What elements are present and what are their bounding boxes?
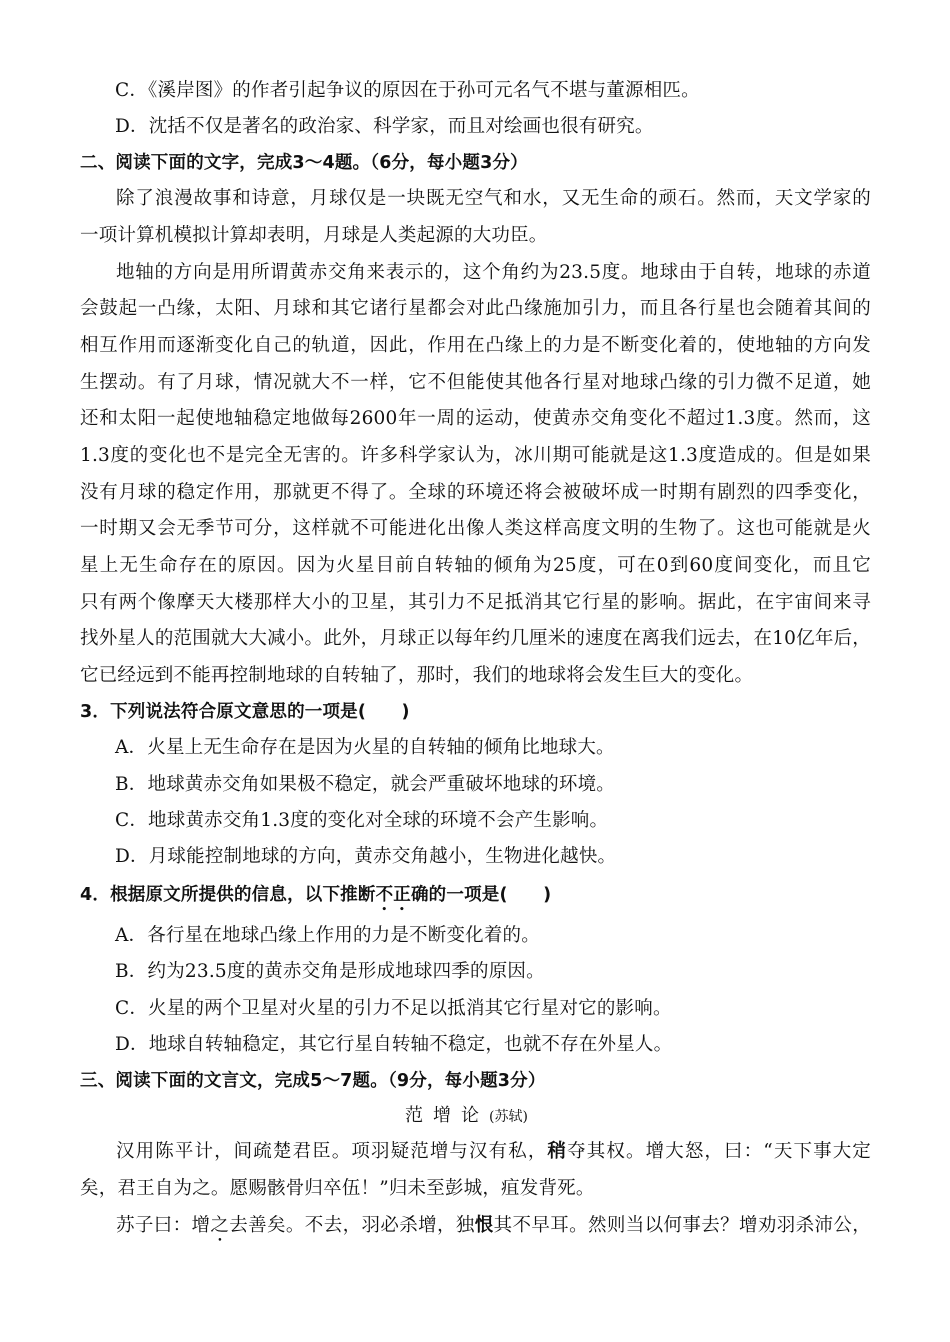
essay-author: (苏轼)	[489, 1109, 528, 1125]
para2-line: 地轴的方向是用所谓黄赤交角来表示的，这个角约为23.5度。地球由于自转，地球的赤道	[116, 262, 871, 283]
essay-title-line	[405, 1104, 528, 1129]
classical-text-line	[116, 1140, 871, 1164]
q3-option-a: A．火星上无生命存在是因为火星的自转轴的倾角比地球大。	[115, 737, 615, 758]
para1-line: 一项计算机模拟计算却表明，月球是人类起源的大功臣。	[80, 225, 548, 246]
para2-line: 还和太阳一起使地轴稳定地做每2600年一周的运动，使黄赤交角变化不超过1.3度。然而，这	[80, 408, 871, 429]
marked-char-zhi: 之	[210, 1215, 230, 1236]
q4-stem-after: 确的一项是( )	[410, 885, 552, 905]
classical-text-segment: 其不早耳。然则当以何事去？增劝羽杀沛公，	[493, 1215, 871, 1236]
classical-text-segment: 苏子曰：增	[116, 1215, 211, 1236]
para2-line: 1.3度的变化也不是完全无害的。许多科学家认为，冰川期可能就是这1.3度造成的。但是如果	[80, 445, 871, 466]
question-3-stem: 3．下列说法符合原文意思的一项是( )	[80, 702, 410, 722]
q4-option-a: A．各行星在地球凸缘上作用的力是不断变化着的。	[115, 925, 540, 946]
classical-text-segment: 夺其权。增大怒，曰：“天下事大定	[567, 1141, 872, 1162]
q4-option-b: B．约为23.5度的黄赤交角是形成地球四季的原因。	[115, 961, 545, 982]
q3-option-b: B．地球黄赤交角如果极不稳定，就会严重破坏地球的环境。	[115, 774, 615, 795]
q4-option-c: C．火星的两个卫星对火星的引力不足以抵消其它行星对它的影响。	[115, 998, 672, 1019]
q4-stem-emphasis: 不正	[375, 885, 411, 905]
option-c-prev: C．《溪岸图》的作者引起争议的原因在于孙可元名气不堪与董源相匹。	[115, 80, 700, 101]
para2-line: 它已经远到不能再控制地球的自转轴了，那时，我们的地球将会发生巨大的变化。	[80, 665, 754, 686]
para1-line: 除了浪漫故事和诗意，月球仅是一块既无空气和水，又无生命的顽石。然而，天文学家的	[116, 188, 871, 209]
option-d-prev: D．沈括不仅是著名的政治家、科学家，而且对绘画也很有研究。	[115, 116, 654, 137]
classical-text-line	[116, 1214, 871, 1246]
q3-option-d: D．月球能控制地球的方向，黄赤交角越小，生物进化越快。	[115, 846, 617, 867]
q4-stem-before: 4．根据原文所提供的信息，以下推断	[80, 885, 376, 905]
q3-option-c: C．地球黄赤交角1.3度的变化对全球的环境不会产生影响。	[115, 810, 609, 831]
marked-char-hen: 恨	[474, 1215, 494, 1236]
classical-text-segment: 汉用陈平计，间疏楚君臣。项羽疑范增与汉有私，	[116, 1141, 548, 1162]
para2-line: 一时期又会无季节可分，这样就不可能进化出像人类这样高度文明的生物了。这也可能就是火	[80, 518, 871, 539]
para2-line: 生摆动。有了月球，情况就大不一样，它不但能使其他各行星对地球凸缘的引力微不足道，她	[80, 372, 871, 393]
classical-text-segment: 去善矣。不去，羽必杀增，独	[229, 1215, 475, 1236]
q4-option-d: D．地球自转轴稳定，其它行星自转轴不稳定，也就不存在外星人。	[115, 1034, 673, 1055]
question-4-stem	[80, 883, 551, 915]
para2-line: 星上无生命存在的原因。因为火星目前自转轴的倾角为25度，可在0到60度间变化，而且它	[80, 555, 871, 576]
para2-line: 没有月球的稳定作用，那就更不得了。全球的环境还将会被破坏成一时期有剧烈的四季变化，	[80, 482, 871, 503]
para2-line: 只有两个像摩天大楼那样大小的卫星，其引力不足抵消其它行星的影响。据此，在宇宙间来寻	[80, 592, 871, 613]
para2-line: 找外星人的范围就大大减小。此外，月球正以每年约几厘米的速度在离我们远去，在10亿年后，	[80, 628, 871, 649]
classical-text-line: 矣，君王自为之。愿赐骸骨归卒伍！”归未至彭城，疽发背死。	[80, 1178, 595, 1199]
para2-line: 会鼓起一凸缘，太阳、月球和其它诸行星都会对此凸缘施加引力，而且各行星也会随着其间的	[80, 298, 871, 319]
section3-heading: 三、阅读下面的文言文，完成5～7题。（9分，每小题3分）	[80, 1071, 546, 1091]
marked-char-shao: 稍	[547, 1141, 568, 1162]
para2-line: 相互作用而逐渐变化自己的轨道，因此，作用在凸缘上的力是不断变化着的，使地轴的方向发	[80, 335, 871, 356]
essay-title: 范增论	[405, 1105, 489, 1126]
section2-heading: 二、阅读下面的文字，完成3～4题。（6分，每小题3分）	[80, 153, 528, 173]
